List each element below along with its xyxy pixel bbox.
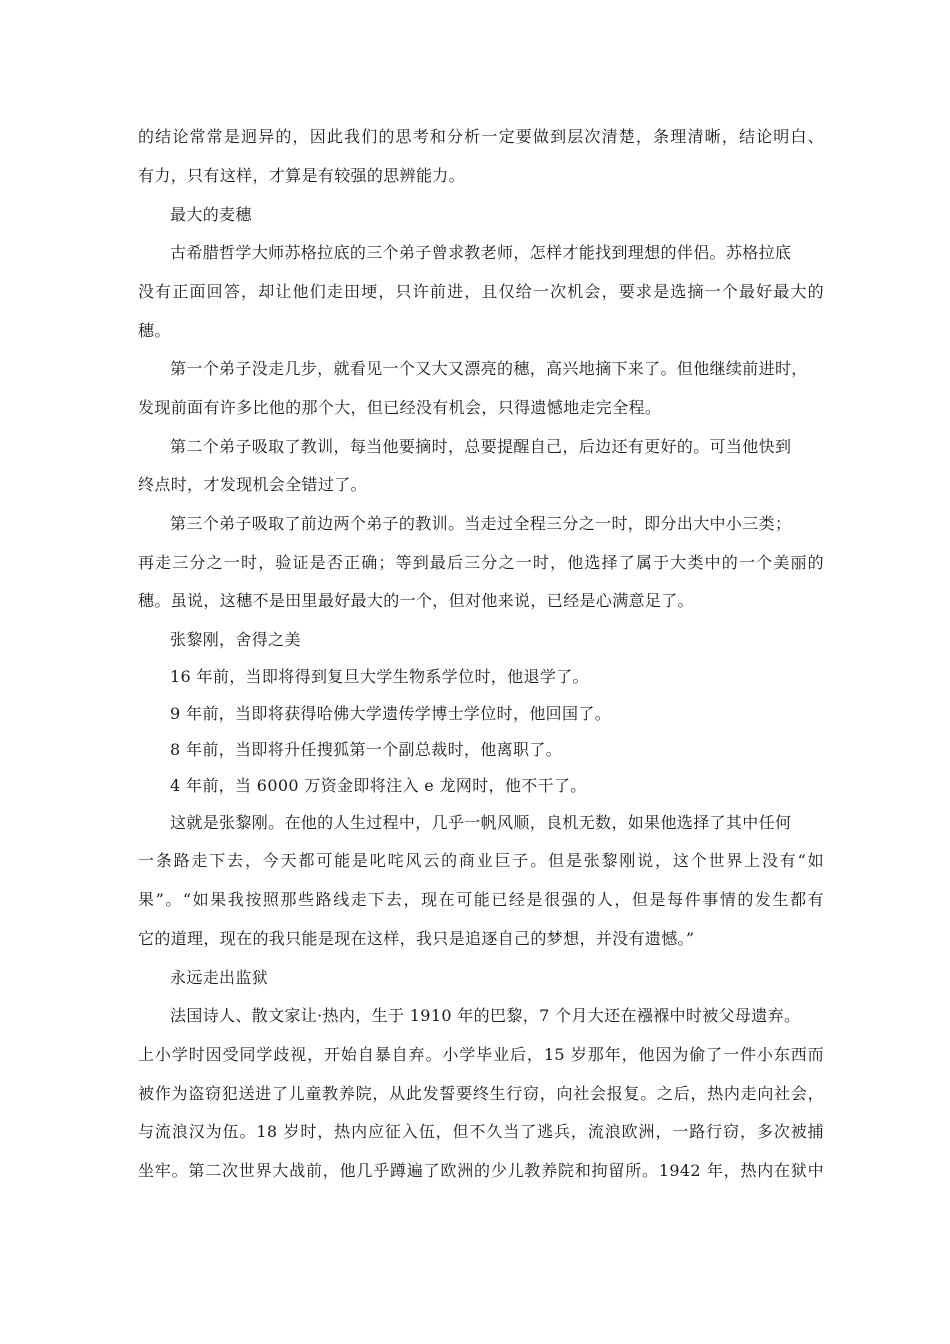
text-line: 坐牢。第二次世界大战前，他几乎蹲遍了欧洲的少儿教养院和拘留所。1942 年，热内在狱中 (138, 1161, 824, 1180)
section-heading: 永远走出监狱 (170, 968, 269, 987)
text-line: 有力，只有这样，才算是有较强的思辨能力。 (138, 166, 466, 185)
text-line: 法国诗人、散文家让·热内，生于 1910 年的巴黎，7 个月大还在襁褓中时被父母遗弃。 (170, 1006, 801, 1025)
text-line: 果”。“如果我按照那些路线走下去，现在可能已经是很强的人，但是每件事情的发生都有 (138, 890, 824, 909)
section-heading: 最大的麦穗 (170, 205, 252, 224)
text-line: 的结论常常是迥异的，因此我们的思考和分析一定要做到层次清楚，条理清晰，结论明白、 (138, 127, 824, 146)
text-line: 上小学时因受同学歧视，开始自暴自弃。小学毕业后，15 岁那年，他因为偷了一件小东西而 (138, 1045, 824, 1064)
text-line: 没有正面回答，却让他们走田埂，只许前进，且仅给一次机会，要求是选摘一个最好最大的 (138, 282, 824, 301)
text-line: 再走三分之一时，验证是否正确；等到最后三分之一时，他选择了属于大类中的一个美丽的 (138, 553, 824, 572)
text-line: 4 年前，当 6000 万资金即将注入 e 龙网时，他不干了。 (170, 776, 587, 795)
text-line: 穗。虽说，这穗不是田里最好最大的一个，但对他来说，已经是心满意足了。 (138, 591, 694, 610)
section-heading: 张黎刚，舍得之美 (170, 630, 301, 649)
text-line: 发现前面有许多比他的那个大，但已经没有机会，只得遗憾地走完全程。 (138, 398, 662, 417)
text-line: 一条路走下去，今天都可能是叱咤风云的商业巨子。但是张黎刚说，这个世界上没有“如 (138, 851, 824, 870)
text-line: 第一个弟子没走几步，就看见一个又大又漂亮的穗，高兴地摘下来了。但他继续前进时， (170, 359, 808, 378)
text-line: 终点时，才发现机会全错过了。 (138, 475, 367, 494)
text-line: 它的道理，现在的我只能是现在这样，我只是追逐自己的梦想，并没有遗憾。” (138, 929, 695, 948)
text-line: 9 年前，当即将获得哈佛大学遗传学博士学位时，他回国了。 (170, 704, 612, 723)
text-line: 穗。 (138, 321, 171, 340)
text-line: 第二个弟子吸取了教训，每当他要摘时，总要提醒自己，后边还有更好的。可当他快到 (170, 437, 792, 456)
text-line: 16 年前，当即将得到复旦大学生物系学位时，他退学了。 (170, 667, 589, 686)
text-line: 这就是张黎刚。在他的人生过程中，几乎一帆风顺，良机无数，如果他选择了其中任何 (170, 813, 792, 832)
text-line: 第三个弟子吸取了前边两个弟子的教训。当走过全程三分之一时，即分出大中小三类； (170, 514, 792, 533)
text-line: 古希腊哲学大师苏格拉底的三个弟子曾求教老师，怎样才能找到理想的伴侣。苏格拉底 (170, 243, 792, 262)
text-line: 被作为盗窃犯送进了儿童教养院，从此发誓要终生行窃，向社会报复。之后，热内走向社会， (138, 1084, 824, 1103)
text-line: 与流浪汉为伍。18 岁时，热内应征入伍，但不久当了逃兵，流浪欧洲，一路行窃，多次被捕 (138, 1122, 824, 1141)
text-line: 8 年前，当即将升任搜狐第一个副总裁时，他离职了。 (170, 740, 563, 759)
